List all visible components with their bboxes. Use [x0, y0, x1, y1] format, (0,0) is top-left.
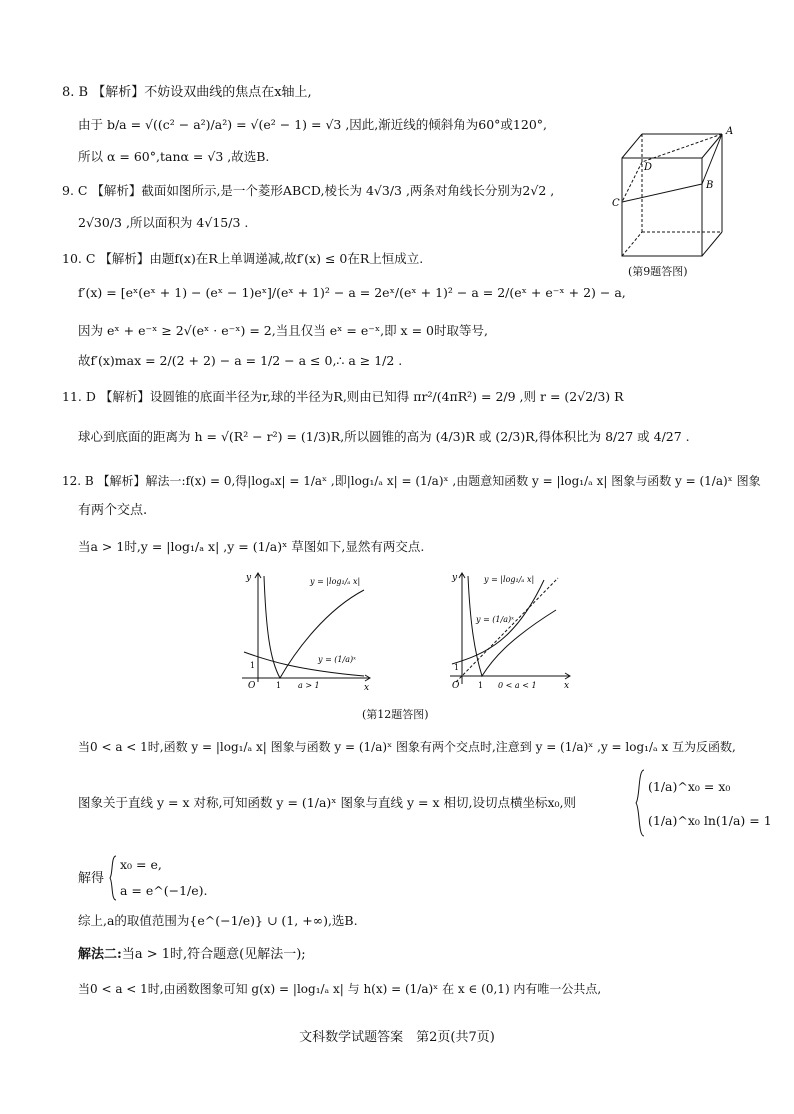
page-footer: 文科数学试题答案 第2页(共7页) [299, 1030, 495, 1045]
q12-line-4: 当0 < a < 1时,函数 y = |log₁/ₐ x| 图象与函数 y = (1/a)ˣ 图象有两个交点时,注意到 y = (1/a)ˣ ,y = log₁/ₐ x 互为反函数, [78, 740, 736, 754]
q12-left-log-label: y = |log₁/ₐ x| [310, 577, 361, 586]
q8-line-1: 8. B 【解析】不妨设双曲线的焦点在x轴上, [62, 85, 312, 100]
q9-label-d: D [644, 162, 653, 173]
q9-line-1: 9. C 【解析】截面如图所示,是一个菱形ABCD,棱长为 4√3/3 ,两条对角线长分别为2√2 , [62, 183, 555, 198]
q12-method-2-label: 解法二: [78, 947, 122, 962]
q12-right-origin: O [452, 681, 460, 691]
q8-line-2: 由于 b/a = √((c² − a²)/a²) = √(e² − 1) = √3 ,因此,渐近线的倾斜角为60°或120°, [78, 117, 548, 132]
q11-line-1: 11. D 【解析】设圆锥的底面半径为r,球的半径为R,则由已知得 πr²/(4πR²) = 2/9 ,则 r = (2√2/3) R [62, 389, 624, 404]
q12-system-2-brace [108, 854, 118, 902]
q10-line-4: 故f′(x)max = 2/(2 + 2) − a = 1/2 − a ≤ 0,∴ a ≥ 1/2 . [78, 353, 403, 368]
q9-figure [608, 124, 738, 274]
q12-line-2: 有两个交点. [78, 503, 148, 518]
q12-line-9: 当0 < a < 1时,由函数图象可知 g(x) = |log₁/ₐ x| 与 h(x) = (1/a)ˣ 在 x ∈ (0,1) 内有唯一公共点, [78, 982, 602, 996]
q12-right-one-x: 1 [478, 681, 484, 690]
q12-solve-prefix: 解得 [78, 871, 105, 886]
q12-line-7: 综上,a的取值范围为{e^(−1/e)} ∪ (1, +∞),选B. [78, 913, 358, 928]
q12-caption: (第12题答图) [362, 708, 429, 721]
q12-system-2-eq-1: x₀ = e, [120, 857, 162, 872]
q12-system-1-eq-2: (1/a)^x₀ ln(1/a) = 1 [648, 813, 772, 828]
q12-method-2-text: 当a > 1时,符合题意(见解法一); [121, 947, 306, 962]
q12-system-2-eq-2: a = e^(−1/e). [120, 883, 208, 898]
q9-label-a: A [726, 126, 734, 137]
q12-line-1: 12. B 【解析】解法一:f(x) = 0,得|logₐx| = 1/aˣ ,即|log₁/ₐ x| = (1/a)ˣ ,由题意知函数 y = |log₁/ₐ x| 图象与函数 y = (1/a)ˣ 图象 [62, 474, 761, 488]
q9-caption: (第9题答图) [628, 265, 688, 278]
q10-line-1: 10. C 【解析】由题f(x)在R上单调递减,故f′(x) ≤ 0在R上恒成立. [62, 251, 424, 266]
q9-line-2: 2√30/3 ,所以面积为 4√15/3 . [78, 215, 249, 230]
q12-graph-left [236, 570, 376, 692]
q12-system-1-eq-1: (1/a)^x₀ = x₀ [648, 779, 731, 794]
q12-right-exp-label: y = (1/a)ˣ [476, 615, 514, 624]
q12-right-axis-y: y [452, 573, 458, 583]
q12-left-one-y: 1 [250, 661, 256, 670]
q12-line-3: 当a > 1时,y = |log₁/ₐ x| ,y = (1/a)ˣ 草图如下,显然有两交点. [78, 539, 425, 554]
q12-left-exp-label: y = (1/a)ˣ [318, 655, 356, 664]
q12-right-cond: 0 < a < 1 [498, 681, 537, 690]
q8-line-3: 所以 α = 60°,tanα = √3 ,故选B. [78, 149, 270, 164]
q12-line-5: 图象关于直线 y = x 对称,可知函数 y = (1/a)ˣ 图象与直线 y = x 相切,设切点横坐标x₀,则 [78, 795, 577, 810]
q12-graph-right [446, 570, 576, 692]
q12-right-log-label: y = |log₁/ₐ x| [484, 575, 535, 584]
q12-left-cond: a > 1 [298, 681, 320, 690]
q12-line-8 [78, 946, 306, 964]
q12-right-axis-x: x [564, 681, 570, 691]
q9-label-c: C [612, 198, 620, 209]
q10-line-3: 因为 eˣ + e⁻ˣ ≥ 2√(eˣ · e⁻ˣ) = 2,当且仅当 eˣ = e⁻ˣ,即 x = 0时取等号, [78, 323, 488, 338]
q9-label-b: B [706, 180, 714, 191]
q12-system-1-brace [634, 768, 646, 838]
q12-right-one-y: 1 [454, 663, 460, 672]
q10-line-2: f′(x) = [eˣ(eˣ + 1) − (eˣ − 1)eˣ]/(eˣ + 1)² − a = 2eˣ/(eˣ + 1)² − a = 2/(eˣ + e⁻ˣ + 2) − a, [78, 285, 626, 300]
q12-left-origin: O [248, 681, 256, 691]
q12-left-axis-x: x [364, 683, 370, 692]
q12-left-one-x: 1 [276, 681, 282, 690]
q11-line-2: 球心到底面的距离为 h = √(R² − r²) = (1/3)R,所以圆锥的高为 (4/3)R 或 (2/3)R,得体积比为 8/27 或 4/27 . [78, 429, 690, 444]
q12-left-axis-y: y [246, 573, 252, 583]
